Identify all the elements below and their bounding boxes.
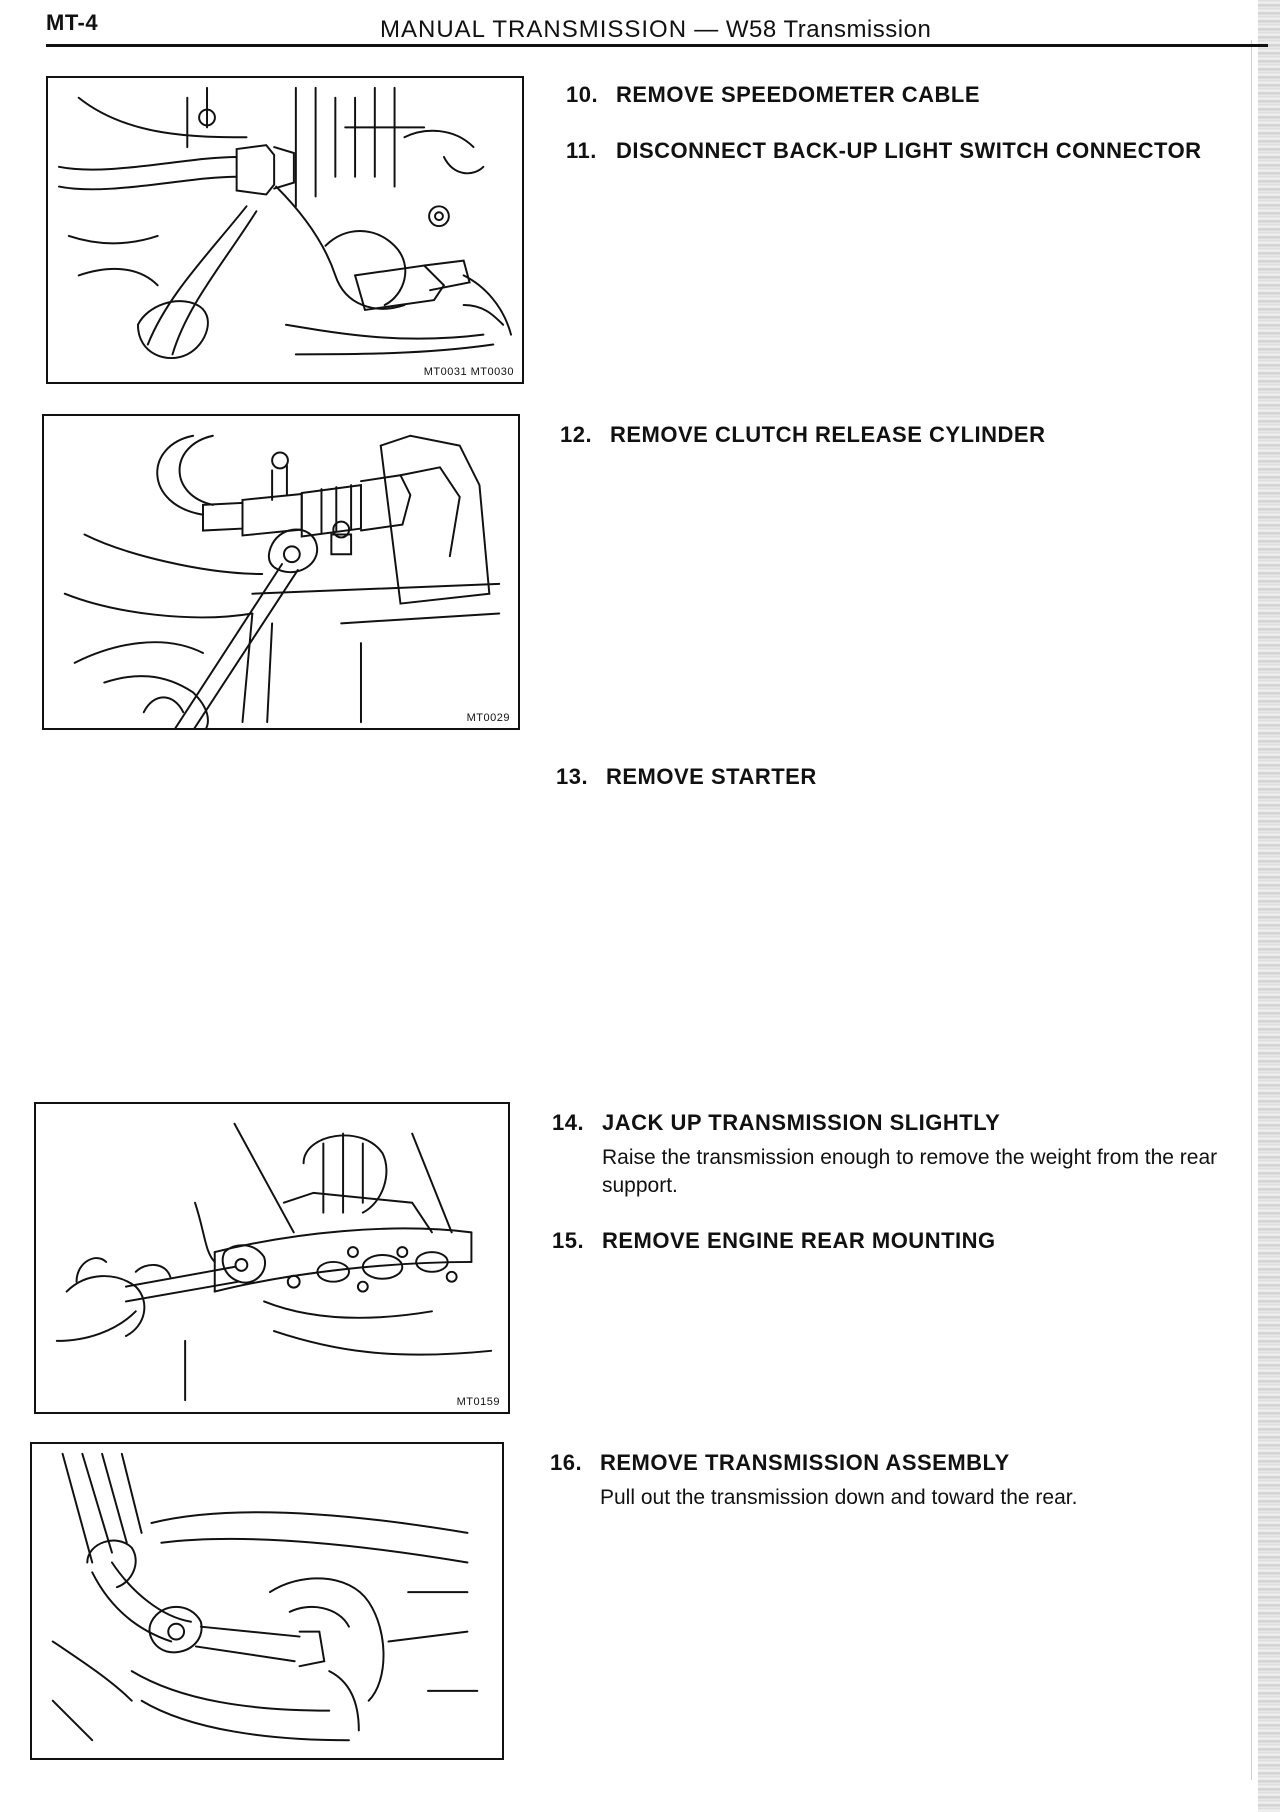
- step-number: 14.: [552, 1110, 585, 1135]
- page-header-title: [380, 16, 931, 44]
- step-10: [566, 82, 1280, 108]
- step-13: [556, 764, 1280, 790]
- header-model: W58: [725, 16, 777, 43]
- step-description: Pull out the transmission down and toward the rear.: [600, 1486, 1078, 1509]
- figure-code: MT0031 MT0030: [423, 366, 514, 378]
- speedometer-cable-illustration: [48, 78, 522, 382]
- figure-speedometer-cable: [46, 76, 524, 384]
- figure-engine-rear-mounting: [34, 1102, 510, 1414]
- step-title: [560, 422, 1280, 448]
- step-heading: DISCONNECT BACK-UP LIGHT SWITCH CONNECTOR: [616, 138, 1202, 163]
- step-title: [550, 1450, 1280, 1476]
- figure-clutch-release-cylinder: [42, 414, 520, 730]
- step-number: 10.: [566, 82, 599, 107]
- header-subtitle: Transmission: [783, 16, 932, 43]
- header-dash: —: [694, 16, 719, 43]
- step-15: [552, 1228, 1280, 1254]
- step-number: 12.: [560, 422, 593, 447]
- header-section: MANUAL TRANSMISSION: [380, 16, 688, 43]
- transmission-assembly-illustration: [32, 1444, 502, 1758]
- binding-edge: [1258, 0, 1280, 1812]
- step-heading: JACK UP TRANSMISSION SLIGHTLY: [602, 1110, 1001, 1135]
- step-title: [566, 138, 1280, 164]
- step-heading: REMOVE ENGINE REAR MOUNTING: [602, 1228, 996, 1253]
- step-14: [552, 1110, 1280, 1200]
- step-heading: REMOVE CLUTCH RELEASE CYLINDER: [610, 422, 1046, 447]
- step-heading: REMOVE SPEEDOMETER CABLE: [616, 82, 981, 107]
- step-title: [552, 1228, 1280, 1254]
- clutch-release-cylinder-illustration: [44, 416, 518, 728]
- step-title: [552, 1110, 1280, 1136]
- binding-line: [1251, 40, 1252, 1780]
- step-number: 15.: [552, 1228, 585, 1253]
- step-11: [566, 138, 1280, 164]
- step-heading: REMOVE STARTER: [606, 764, 817, 789]
- page-number: MT-4: [46, 10, 99, 35]
- step-number: 16.: [550, 1450, 583, 1475]
- step-number: 13.: [556, 764, 589, 789]
- step-16: [550, 1450, 1280, 1512]
- figure-code: MT0029: [466, 712, 510, 724]
- figure-code: MT0159: [456, 1396, 500, 1408]
- step-title: [556, 764, 1280, 790]
- step-number: 11.: [566, 138, 597, 163]
- step-title: [566, 82, 1280, 108]
- engine-rear-mounting-illustration: [36, 1104, 508, 1412]
- figure-transmission-assembly: [30, 1442, 504, 1760]
- header-rule: [46, 44, 1268, 47]
- step-12: [560, 422, 1280, 448]
- step-description: Raise the transmission enough to remove the weight from the rear support.: [602, 1146, 1218, 1197]
- step-heading: REMOVE TRANSMISSION ASSEMBLY: [600, 1450, 1010, 1475]
